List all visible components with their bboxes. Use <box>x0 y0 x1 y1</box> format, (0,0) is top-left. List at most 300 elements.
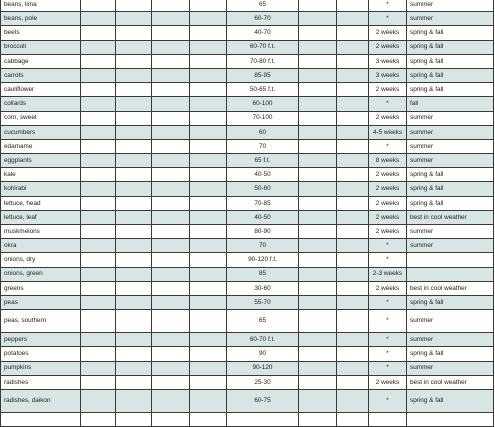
time-cell: * <box>369 0 407 12</box>
empty-cell <box>190 210 227 224</box>
days-to-harvest-cell: 65 f.t. <box>227 154 299 168</box>
season-cell: spring & fall <box>407 182 494 196</box>
empty-cell <box>152 40 190 54</box>
empty-cell <box>116 54 152 68</box>
table-row <box>1 267 494 281</box>
empty-cell <box>337 139 369 153</box>
empty-cell <box>337 154 369 168</box>
vegetable-name-cell: cabbage <box>1 54 81 68</box>
empty-cell <box>337 111 369 125</box>
table-row <box>1 412 494 426</box>
days-to-harvest-cell: 30-60 <box>227 281 299 295</box>
empty-cell <box>190 375 227 389</box>
empty-cell <box>299 267 337 281</box>
empty-cell <box>81 111 116 125</box>
days-to-harvest-cell: 25-30 <box>227 375 299 389</box>
empty-cell <box>299 0 337 12</box>
empty-cell <box>116 389 152 412</box>
season-cell: summer <box>407 239 494 253</box>
days-to-harvest-cell: 50-60 <box>227 182 299 196</box>
table-row <box>1 125 494 139</box>
empty-cell <box>190 310 227 333</box>
empty-cell <box>81 168 116 182</box>
vegetable-name-cell: beans, lima <box>1 0 81 12</box>
time-cell <box>369 412 407 426</box>
days-to-harvest-cell: 70 <box>227 239 299 253</box>
empty-cell <box>116 310 152 333</box>
empty-cell <box>337 168 369 182</box>
empty-cell <box>337 210 369 224</box>
empty-cell <box>81 361 116 375</box>
empty-cell <box>190 68 227 82</box>
table-row <box>1 347 494 361</box>
table-row <box>1 225 494 239</box>
days-to-harvest-cell: 60-70 f.t. <box>227 40 299 54</box>
time-cell: * <box>369 97 407 111</box>
days-to-harvest-cell: 70-85 <box>227 196 299 210</box>
season-cell: spring & fall <box>407 347 494 361</box>
table-row <box>1 68 494 82</box>
table-row <box>1 182 494 196</box>
vegetable-name-cell: corn, sweet <box>1 111 81 125</box>
season-cell: spring & fall <box>407 68 494 82</box>
empty-cell <box>337 26 369 40</box>
empty-cell <box>299 239 337 253</box>
empty-cell <box>299 361 337 375</box>
season-cell: spring & fall <box>407 295 494 309</box>
season-cell: spring & fall <box>407 389 494 412</box>
time-cell: 4-5 weeks <box>369 125 407 139</box>
table-row <box>1 196 494 210</box>
days-to-harvest-cell: 85-95 <box>227 68 299 82</box>
vegetable-name-cell: onions, dry <box>1 253 81 267</box>
vegetable-name-cell: lettuce, head <box>1 196 81 210</box>
empty-cell <box>81 196 116 210</box>
table-row <box>1 168 494 182</box>
time-cell: 2 weeks <box>369 225 407 239</box>
days-to-harvest-cell: 65 <box>227 310 299 333</box>
season-cell: spring & fall <box>407 40 494 54</box>
empty-cell <box>81 97 116 111</box>
time-cell: 2 weeks <box>369 111 407 125</box>
time-cell: 2 weeks <box>369 40 407 54</box>
days-to-harvest-cell: 70 <box>227 139 299 153</box>
empty-cell <box>116 347 152 361</box>
empty-cell <box>116 196 152 210</box>
empty-cell <box>81 225 116 239</box>
days-to-harvest-cell: 40-50 <box>227 210 299 224</box>
empty-cell <box>190 253 227 267</box>
empty-cell <box>190 389 227 412</box>
empty-cell <box>152 139 190 153</box>
empty-cell <box>116 361 152 375</box>
days-to-harvest-cell: 85 <box>227 267 299 281</box>
days-to-harvest-cell: 55-70 <box>227 295 299 309</box>
empty-cell <box>81 83 116 97</box>
time-cell: 2 weeks <box>369 196 407 210</box>
time-cell: * <box>369 361 407 375</box>
empty-cell <box>116 168 152 182</box>
time-cell: * <box>369 333 407 347</box>
empty-cell <box>116 111 152 125</box>
empty-cell <box>337 267 369 281</box>
time-cell: * <box>369 310 407 333</box>
empty-cell <box>81 310 116 333</box>
table-row <box>1 139 494 153</box>
time-cell: * <box>369 389 407 412</box>
days-to-harvest-cell: 60-70 <box>227 12 299 26</box>
time-cell: 2 weeks <box>369 83 407 97</box>
days-to-harvest-cell: 90 <box>227 347 299 361</box>
time-cell: 3 weeks <box>369 68 407 82</box>
vegetable-name-cell: peppers <box>1 333 81 347</box>
empty-cell <box>337 347 369 361</box>
table-row <box>1 253 494 267</box>
season-cell: summer <box>407 154 494 168</box>
time-cell: 2 weeks <box>369 182 407 196</box>
empty-cell <box>299 54 337 68</box>
vegetable-name-cell: radishes <box>1 375 81 389</box>
table-row <box>1 281 494 295</box>
season-cell: best in cool weather <box>407 281 494 295</box>
table-row <box>1 389 494 412</box>
season-cell: summer <box>407 333 494 347</box>
empty-cell <box>299 125 337 139</box>
empty-cell <box>116 210 152 224</box>
empty-cell <box>152 281 190 295</box>
vegetable-name-cell: cucumbers <box>1 125 81 139</box>
time-cell: 2 weeks <box>369 375 407 389</box>
empty-cell <box>152 54 190 68</box>
empty-cell <box>337 239 369 253</box>
empty-cell <box>299 210 337 224</box>
empty-cell <box>116 281 152 295</box>
table-row <box>1 361 494 375</box>
empty-cell <box>152 347 190 361</box>
empty-cell <box>152 168 190 182</box>
time-cell: 2 weeks <box>369 281 407 295</box>
empty-cell <box>190 12 227 26</box>
empty-cell <box>337 389 369 412</box>
empty-cell <box>152 83 190 97</box>
days-to-harvest-cell: 60-70 f.t. <box>227 333 299 347</box>
vegetable-name-cell: greens <box>1 281 81 295</box>
empty-cell <box>81 182 116 196</box>
empty-cell <box>81 267 116 281</box>
empty-cell <box>299 347 337 361</box>
vegetable-name-cell: radishes, daikon <box>1 389 81 412</box>
vegetable-name-cell: peas, southern <box>1 310 81 333</box>
season-cell: spring & fall <box>407 26 494 40</box>
empty-cell <box>337 196 369 210</box>
empty-cell <box>116 125 152 139</box>
table-row <box>1 239 494 253</box>
season-cell <box>407 412 494 426</box>
season-cell: spring & fall <box>407 83 494 97</box>
days-to-harvest-cell: 60-75 <box>227 389 299 412</box>
table-row <box>1 111 494 125</box>
empty-cell <box>299 97 337 111</box>
season-cell: spring & fall <box>407 54 494 68</box>
empty-cell <box>337 412 369 426</box>
vegetable-name-cell: potatoes <box>1 347 81 361</box>
days-to-harvest-cell: 65 <box>227 0 299 12</box>
table-row <box>1 333 494 347</box>
empty-cell <box>190 26 227 40</box>
empty-cell <box>190 281 227 295</box>
time-cell: 2 weeks <box>369 26 407 40</box>
empty-cell <box>152 310 190 333</box>
empty-cell <box>81 239 116 253</box>
vegetable-name-cell: okra <box>1 239 81 253</box>
empty-cell <box>337 375 369 389</box>
empty-cell <box>337 225 369 239</box>
empty-cell <box>190 333 227 347</box>
days-to-harvest-cell: 70-80 f.t. <box>227 54 299 68</box>
empty-cell <box>190 111 227 125</box>
empty-cell <box>116 97 152 111</box>
season-cell: summer <box>407 12 494 26</box>
empty-cell <box>190 97 227 111</box>
empty-cell <box>299 111 337 125</box>
empty-cell <box>116 295 152 309</box>
empty-cell <box>152 210 190 224</box>
season-cell <box>407 267 494 281</box>
empty-cell <box>337 253 369 267</box>
empty-cell <box>190 295 227 309</box>
empty-cell <box>81 125 116 139</box>
time-cell: * <box>369 347 407 361</box>
empty-cell <box>299 40 337 54</box>
table-row <box>1 0 494 12</box>
empty-cell <box>116 375 152 389</box>
empty-cell <box>337 182 369 196</box>
vegetable-name-cell <box>1 412 81 426</box>
empty-cell <box>190 225 227 239</box>
vegetable-name-cell: kale <box>1 168 81 182</box>
season-cell: spring & fall <box>407 168 494 182</box>
empty-cell <box>299 168 337 182</box>
vegetable-name-cell: onions, green <box>1 267 81 281</box>
empty-cell <box>81 12 116 26</box>
days-to-harvest-cell: 40-70 <box>227 26 299 40</box>
empty-cell <box>299 281 337 295</box>
days-to-harvest-cell: 60-100 <box>227 97 299 111</box>
empty-cell <box>337 83 369 97</box>
empty-cell <box>299 26 337 40</box>
empty-cell <box>190 267 227 281</box>
days-to-harvest-cell: 80-90 <box>227 225 299 239</box>
empty-cell <box>152 0 190 12</box>
empty-cell <box>337 54 369 68</box>
table-row <box>1 310 494 333</box>
table-row <box>1 12 494 26</box>
days-to-harvest-cell: 40-50 <box>227 168 299 182</box>
empty-cell <box>152 253 190 267</box>
empty-cell <box>337 0 369 12</box>
empty-cell <box>116 154 152 168</box>
empty-cell <box>190 239 227 253</box>
empty-cell <box>152 111 190 125</box>
season-cell: summer <box>407 0 494 12</box>
vegetable-name-cell: beans, pole <box>1 12 81 26</box>
empty-cell <box>81 68 116 82</box>
empty-cell <box>116 139 152 153</box>
empty-cell <box>299 83 337 97</box>
empty-cell <box>152 225 190 239</box>
empty-cell <box>116 333 152 347</box>
empty-cell <box>152 26 190 40</box>
table-row <box>1 97 494 111</box>
empty-cell <box>81 154 116 168</box>
empty-cell <box>81 26 116 40</box>
time-cell: 2 weeks <box>369 210 407 224</box>
empty-cell <box>116 225 152 239</box>
empty-cell <box>299 412 337 426</box>
empty-cell <box>152 125 190 139</box>
time-cell: * <box>369 12 407 26</box>
days-to-harvest-cell: 60 <box>227 125 299 139</box>
season-cell: summer <box>407 111 494 125</box>
empty-cell <box>337 281 369 295</box>
vegetable-name-cell: cauliflower <box>1 83 81 97</box>
empty-cell <box>337 40 369 54</box>
table-row <box>1 54 494 68</box>
empty-cell <box>152 239 190 253</box>
empty-cell <box>190 347 227 361</box>
season-cell: spring & fall <box>407 196 494 210</box>
empty-cell <box>116 182 152 196</box>
vegetable-name-cell: eggplants <box>1 154 81 168</box>
empty-cell <box>152 389 190 412</box>
season-cell: summer <box>407 361 494 375</box>
vegetable-name-cell: broccoli <box>1 40 81 54</box>
empty-cell <box>81 40 116 54</box>
empty-cell <box>337 97 369 111</box>
empty-cell <box>152 68 190 82</box>
empty-cell <box>190 412 227 426</box>
vegetable-name-cell: collards <box>1 97 81 111</box>
empty-cell <box>190 83 227 97</box>
empty-cell <box>190 168 227 182</box>
empty-cell <box>152 333 190 347</box>
empty-cell <box>299 154 337 168</box>
season-cell: fall <box>407 97 494 111</box>
empty-cell <box>116 68 152 82</box>
season-cell <box>407 253 494 267</box>
time-cell: 2-3 weeks <box>369 267 407 281</box>
time-cell: * <box>369 239 407 253</box>
empty-cell <box>116 83 152 97</box>
empty-cell <box>152 375 190 389</box>
empty-cell <box>81 333 116 347</box>
empty-cell <box>337 125 369 139</box>
empty-cell <box>116 412 152 426</box>
empty-cell <box>190 0 227 12</box>
empty-cell <box>299 139 337 153</box>
time-cell: * <box>369 253 407 267</box>
empty-cell <box>190 139 227 153</box>
empty-cell <box>152 412 190 426</box>
empty-cell <box>81 295 116 309</box>
empty-cell <box>152 12 190 26</box>
season-cell: summer <box>407 225 494 239</box>
table-row <box>1 375 494 389</box>
empty-cell <box>152 182 190 196</box>
empty-cell <box>116 253 152 267</box>
days-to-harvest-cell: 70-100 <box>227 111 299 125</box>
empty-cell <box>81 347 116 361</box>
empty-cell <box>81 375 116 389</box>
days-to-harvest-cell <box>227 412 299 426</box>
empty-cell <box>81 389 116 412</box>
empty-cell <box>190 154 227 168</box>
vegetable-name-cell: edamame <box>1 139 81 153</box>
vegetable-name-cell: peas <box>1 295 81 309</box>
empty-cell <box>337 333 369 347</box>
vegetable-name-cell: pumpkins <box>1 361 81 375</box>
empty-cell <box>116 26 152 40</box>
empty-cell <box>116 267 152 281</box>
time-cell: 2 weeks <box>369 168 407 182</box>
empty-cell <box>337 295 369 309</box>
season-cell: summer <box>407 139 494 153</box>
vegetable-name-cell: muskmelons <box>1 225 81 239</box>
days-to-harvest-cell: 90-120 f.t. <box>227 253 299 267</box>
empty-cell <box>337 12 369 26</box>
empty-cell <box>116 0 152 12</box>
empty-cell <box>299 182 337 196</box>
empty-cell <box>299 310 337 333</box>
empty-cell <box>190 125 227 139</box>
empty-cell <box>337 361 369 375</box>
season-cell: summer <box>407 310 494 333</box>
empty-cell <box>299 253 337 267</box>
empty-cell <box>190 361 227 375</box>
empty-cell <box>81 54 116 68</box>
vegetable-name-cell: carrots <box>1 68 81 82</box>
empty-cell <box>81 253 116 267</box>
vegetable-name-cell: beets <box>1 26 81 40</box>
empty-cell <box>190 182 227 196</box>
days-to-harvest-cell: 50-65 f.t. <box>227 83 299 97</box>
empty-cell <box>190 54 227 68</box>
vegetable-name-cell: lettuce, leaf <box>1 210 81 224</box>
time-cell: 3 weeks <box>369 54 407 68</box>
empty-cell <box>116 239 152 253</box>
table-row <box>1 83 494 97</box>
season-cell: best in cool weather <box>407 210 494 224</box>
days-to-harvest-cell: 90-120 <box>227 361 299 375</box>
table-row <box>1 210 494 224</box>
table-row <box>1 26 494 40</box>
empty-cell <box>116 12 152 26</box>
season-cell: summer <box>407 125 494 139</box>
table-row <box>1 154 494 168</box>
empty-cell <box>152 154 190 168</box>
empty-cell <box>81 412 116 426</box>
empty-cell <box>116 40 152 54</box>
empty-cell <box>299 389 337 412</box>
empty-cell <box>152 361 190 375</box>
empty-cell <box>299 225 337 239</box>
empty-cell <box>299 196 337 210</box>
empty-cell <box>152 267 190 281</box>
empty-cell <box>152 295 190 309</box>
empty-cell <box>299 295 337 309</box>
empty-cell <box>337 68 369 82</box>
table-row <box>1 40 494 54</box>
